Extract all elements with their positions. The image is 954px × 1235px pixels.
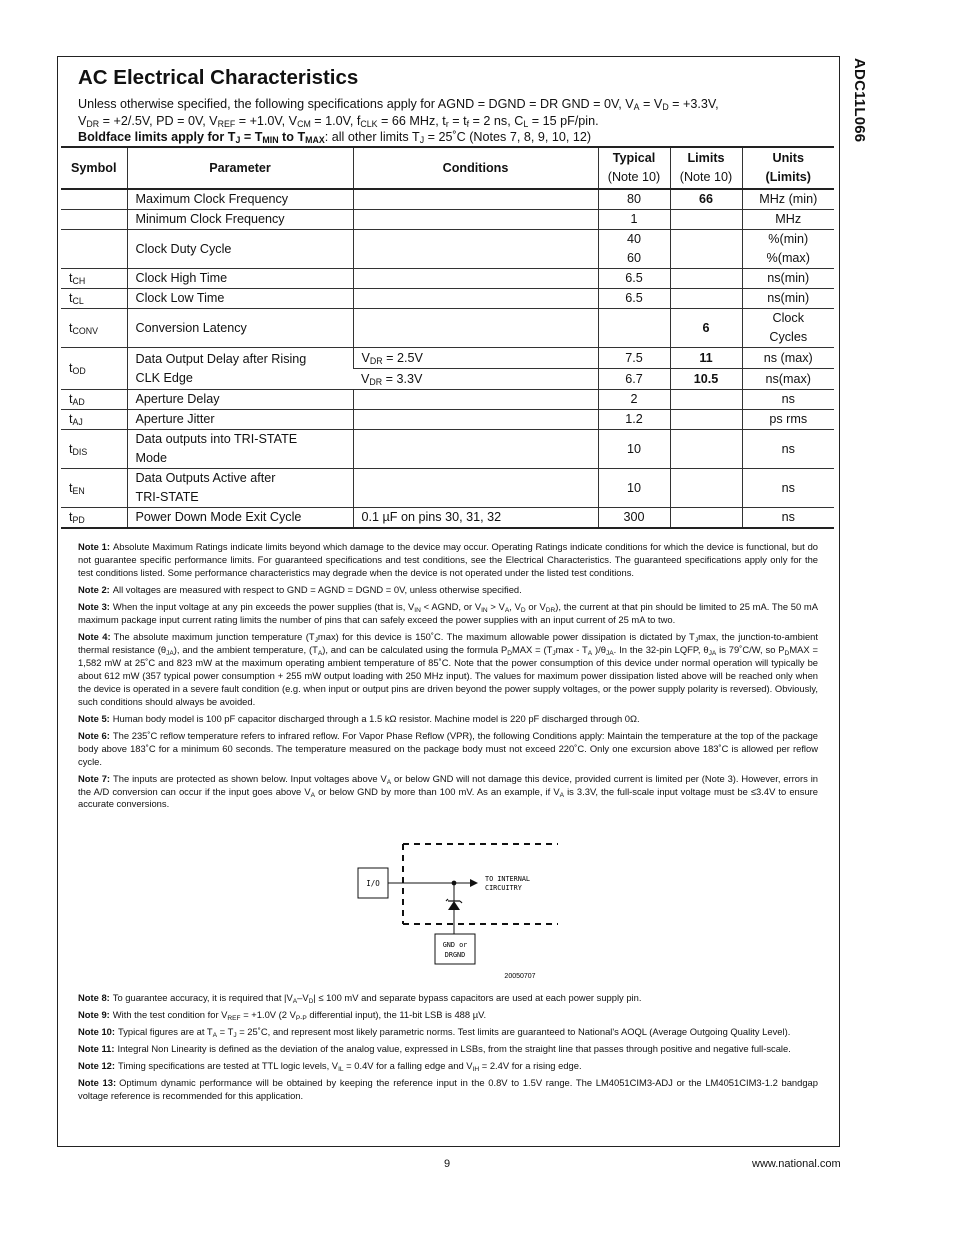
- table-row: [61, 230, 834, 269]
- cell-limits: 6: [670, 309, 742, 348]
- cell-conditions: [353, 230, 598, 269]
- col-units: Units (Limits): [742, 147, 834, 189]
- col-typical: Typical (Note 10): [598, 147, 670, 189]
- cell-typical: 7.5: [598, 348, 670, 369]
- col-symbol: Symbol: [61, 147, 127, 189]
- cell-parameter: Clock High Time: [127, 269, 353, 289]
- note-item: Note 2: All voltages are measured with respect to GND = AGND = DGND = 0V, unless otherwise specified.: [78, 583, 522, 595]
- cell-conditions: [353, 390, 598, 410]
- cell-symbol: $t_{EN}$: [61, 469, 127, 508]
- cell-parameter: Data Output Delay after Rising CLK Edge: [127, 348, 353, 390]
- cell-conditions: [353, 469, 598, 508]
- col-parameter: Parameter: [127, 147, 353, 189]
- notes-section: [78, 541, 818, 816]
- col-limits: Limits (Note 10): [670, 147, 742, 189]
- note-item: Note 3: When the input voltage at any pin exceeds the power supplies (that is, $V_{IN}$ < AGND, or $V_{IN} > V_A$, $V_D$ or $V_{DR}$), the current at that pin should be limited to 25 mA. The 50 mA maximum package input current rating limits the number of pins that can safely exceed the power supplies with an input current of 25 mA to two.: [78, 601, 818, 625]
- table-row: [61, 210, 834, 230]
- cell-typical: 80: [598, 189, 670, 210]
- note-item: Note 7: The inputs are protected as shown below. Input voltages above $V_A$ or below GND will not damage this device, provided current is limited per (Note 3). However, errors in the A/D conversion can occur if the input goes above $V_A$ or below GND by more than 100 mV. As an example, if $V_A$ is 3.3V, the full-scale input voltage must be ≤3.4V to ensure accurate conversions.: [78, 772, 819, 810]
- cell-limits: [670, 230, 742, 269]
- gnd-box: [435, 934, 475, 964]
- cell-conditions: 0.1 µF on pins 30, 31, 32: [353, 508, 598, 529]
- page-number: 9: [444, 1158, 451, 1170]
- cell-limits: [670, 430, 742, 469]
- table-row: [61, 348, 834, 369]
- side-part-number: ADC11L066: [851, 58, 868, 143]
- cell-symbol: $t_{OD}$: [61, 348, 127, 390]
- gnd-label-1: GND or: [442, 941, 468, 949]
- cell-conditions: [353, 269, 598, 289]
- cell-typical: 6.5: [598, 269, 670, 289]
- cell-limits: [670, 410, 742, 430]
- cell-symbol: [61, 210, 127, 230]
- cell-limits: 66: [670, 189, 742, 210]
- cell-units: MHz: [742, 210, 834, 230]
- intro-line-2: $V_{DR} = +2/.5V$, PD = 0V, $V_{REF} = +1.0V$, $V_{CM} = 1.0V$, $f_{CLK} = 66$ MHz, $t_r = t_f = 2$ ns, $C_L = 15$ pF/pin.: [78, 113, 599, 129]
- cell-parameter: Aperture Jitter: [127, 410, 353, 430]
- cell-units: ns: [742, 390, 834, 410]
- table-row: [61, 269, 834, 289]
- note-item: Note 5: Human body model is 100 pF capacitor discharged through a 1.5 kΩ resistor. Machine model is 220 pF discharged through 0Ω.: [78, 712, 640, 724]
- cell-parameter: Conversion Latency: [127, 309, 353, 348]
- dashed-boundary: [403, 844, 558, 924]
- cell-parameter: Maximum Clock Frequency: [127, 189, 353, 210]
- cell-units: ns: [742, 469, 834, 508]
- cell-typical: 6.7: [598, 369, 670, 390]
- cell-units: ns (max): [742, 348, 834, 369]
- footer-url[interactable]: www.national.com: [752, 1158, 841, 1170]
- note-item: Note 9: With the test condition for $V_{REF} = +1.0V$ (2 $V_{P-P}$ differential input), the 11-bit LSB is 488 µV.: [78, 1009, 487, 1023]
- to-internal-label-2: CIRCUITRY: [485, 884, 522, 892]
- io-label: I/O: [366, 879, 380, 888]
- table-row: [61, 309, 834, 348]
- table-row: [61, 410, 834, 430]
- to-internal-label-1: TO INTERNAL: [485, 875, 531, 883]
- table-header-row: [61, 147, 834, 189]
- col-conditions: Conditions: [353, 147, 598, 189]
- cell-symbol: $t_{CONV}$: [61, 309, 127, 348]
- gnd-label-2: DRGND: [444, 951, 466, 959]
- table-row: [61, 390, 834, 410]
- cell-symbol: $t_{PD}$: [61, 508, 127, 529]
- cell-units: MHz (min): [742, 189, 834, 210]
- cell-conditions: $V_{DR} = 3.3V$: [353, 369, 598, 390]
- note-item: Note 13: Optimum dynamic performance will be obtained by keeping the reference input in the 0.8V to 1.5V range. The LM4051CIM3-ADJ or the LM4051CIM3-1.2 bandgap voltage reference is recommended for this application.: [78, 1077, 818, 1102]
- cell-limits: [670, 469, 742, 508]
- cell-units: %(min) %(max): [742, 230, 834, 269]
- cell-typical: 40 60: [598, 230, 670, 269]
- cell-typical: 2: [598, 390, 670, 410]
- input-protection-diagram: [340, 838, 560, 983]
- cell-parameter: Aperture Delay: [127, 390, 353, 410]
- cell-symbol: $t_{CL}$: [61, 289, 127, 309]
- cell-units: Clock Cycles: [742, 309, 834, 348]
- cell-typical: 6.5: [598, 289, 670, 309]
- cell-symbol: $t_{CH}$: [61, 269, 127, 289]
- cell-typical: 1: [598, 210, 670, 230]
- cell-conditions: [353, 410, 598, 430]
- cell-conditions: $V_{DR} = 2.5V$: [353, 348, 598, 369]
- cell-symbol: $t_{AD}$: [61, 390, 127, 410]
- note-item: Note 11: Integral Non Linearity is defined as the deviation of the analog value, expressed in LSBs, from the straight line that passes through positive and negative full-scale.: [78, 1043, 791, 1055]
- cell-parameter: Minimum Clock Frequency: [127, 210, 353, 230]
- note-item: Note 8: To guarantee accuracy, it is required that $|V_A-V_D| \le 100$ mV and separate bypass capacitors are used at each power supply pin.: [78, 992, 642, 1005]
- note-item: Note 12: Timing specifications are tested at TTL logic levels, $V_{IL} = 0.4V$ for a falling edge and $V_{IH} = 2.4V$ for a rising edge.: [78, 1060, 582, 1074]
- cell-limits: [670, 210, 742, 230]
- cell-units: ns(min): [742, 289, 834, 309]
- note-item: Note 6: The 235˚C reflow temperature refers to infrared reflow. For Vapor Phase Reflow (VPR), the following Conditions apply: Maintain the temperature at the top of the package body above 183˚C for a minimum 60 seconds. The temperature measured on the package body must not exceed 220˚C. Only one excursion above 183˚C is allowed per reflow cycle.: [78, 729, 818, 767]
- cell-conditions: [353, 430, 598, 469]
- intro-line-1: Unless otherwise specified, the following specifications apply for AGND = DGND = DR GND = 0V, $V_A = V_D = +3.3V$,: [78, 97, 719, 112]
- table-row: [61, 508, 834, 529]
- signal-arrow: [470, 879, 478, 887]
- table-row: [61, 289, 834, 309]
- cell-parameter: Data Outputs Active after TRI-STATE: [127, 469, 353, 508]
- cell-conditions: [353, 210, 598, 230]
- notes-section-2: [78, 992, 818, 1107]
- cell-symbol: $t_{AJ}$: [61, 410, 127, 430]
- cell-units: ps rms: [742, 410, 834, 430]
- figure-id: 20050707: [504, 973, 536, 980]
- page-title: AC Electrical Characteristics: [78, 66, 359, 89]
- cell-typical: 10: [598, 469, 670, 508]
- intro-text: [78, 96, 818, 146]
- cell-symbol: $t_{DIS}$: [61, 430, 127, 469]
- cell-typical: 1.2: [598, 410, 670, 430]
- note-item: Note 10: Typical figures are at $T_A = T_J$ = 25˚C, and represent most likely parametric norms. Test limits are guaranteed to National's AOQL (Average Outgoing Quality Level).: [78, 1026, 791, 1040]
- cell-limits: [670, 508, 742, 529]
- cell-typical: 10: [598, 430, 670, 469]
- cell-limits: [670, 390, 742, 410]
- cell-conditions: [353, 289, 598, 309]
- cell-limits: 10.5: [670, 369, 742, 390]
- table-row: [61, 430, 834, 469]
- cell-symbol: [61, 230, 127, 269]
- cell-units: ns: [742, 508, 834, 529]
- cell-units: ns(max): [742, 369, 834, 390]
- intro-line-3: Boldface limits apply for $T_J = T_{MIN}$ to $T_{MAX}$: all other limits $T_J$ = 25˚C (Notes 7, 8, 9, 10, 12): [78, 130, 592, 145]
- note-item: Note 1: Absolute Maximum Ratings indicate limits beyond which damage to the device may occur. Operating Ratings indicate conditions for which the device is functional, but do not guarantee specific performance limits. For guaranteed specifications and test conditions, see the Electrical Characteristics. The guaranteed specifications apply only for the test conditions listed. Some performance characteristics may degrade when the device is not operated under the listed test conditions.: [78, 541, 818, 578]
- table-row: [61, 469, 834, 508]
- cell-limits: 11: [670, 348, 742, 369]
- cell-typical: 300: [598, 508, 670, 529]
- cell-conditions: [353, 309, 598, 348]
- cell-limits: [670, 269, 742, 289]
- ac-characteristics-table: [61, 146, 834, 529]
- zener-diode-icon: [448, 901, 460, 910]
- cell-symbol: [61, 189, 127, 210]
- cell-parameter: Data outputs into TRI-STATE Mode: [127, 430, 353, 469]
- cell-parameter: Clock Duty Cycle: [127, 230, 353, 269]
- cell-units: ns: [742, 430, 834, 469]
- cell-limits: [670, 289, 742, 309]
- cell-conditions: [353, 189, 598, 210]
- cell-typical: [598, 309, 670, 348]
- cell-units: ns(min): [742, 269, 834, 289]
- cell-parameter: Clock Low Time: [127, 289, 353, 309]
- table-row: [61, 189, 834, 210]
- cell-parameter: Power Down Mode Exit Cycle: [127, 508, 353, 529]
- note-item: Note 4: The absolute maximum junction temperature $(T_J\max)$ for this device is 150˚C. The maximum allowable power dissipation is dictated by $T_J\max$, the junction-to-ambient thermal resistance $(\theta_{JA})$, and the ambient temperature, $(T_A)$, and can be calculated using the formula $P_DMAX = (T_J\max - T_A$ )$/\theta_{JA}$. In the 32-pin LQFP, $\theta_{JA}$ is 79˚C/W, so $P_DMAX = 1,582$ mW at 25˚C and 823 mW at the maximum operating ambient temperature of 85˚C. Note that the power consumption of this device under normal operation will typically be about 612 mW (357 typical power consumption + 255 mW output loading with 250 MHz input). The values for maximum power dissipation listed above will be reached only when the device is operated in a severe fault condition (e.g. when input or output pins are driven beyond the power supply voltages, or the power supply polarity is reversed). Obviously, such conditions should always be avoided.: [78, 631, 818, 707]
